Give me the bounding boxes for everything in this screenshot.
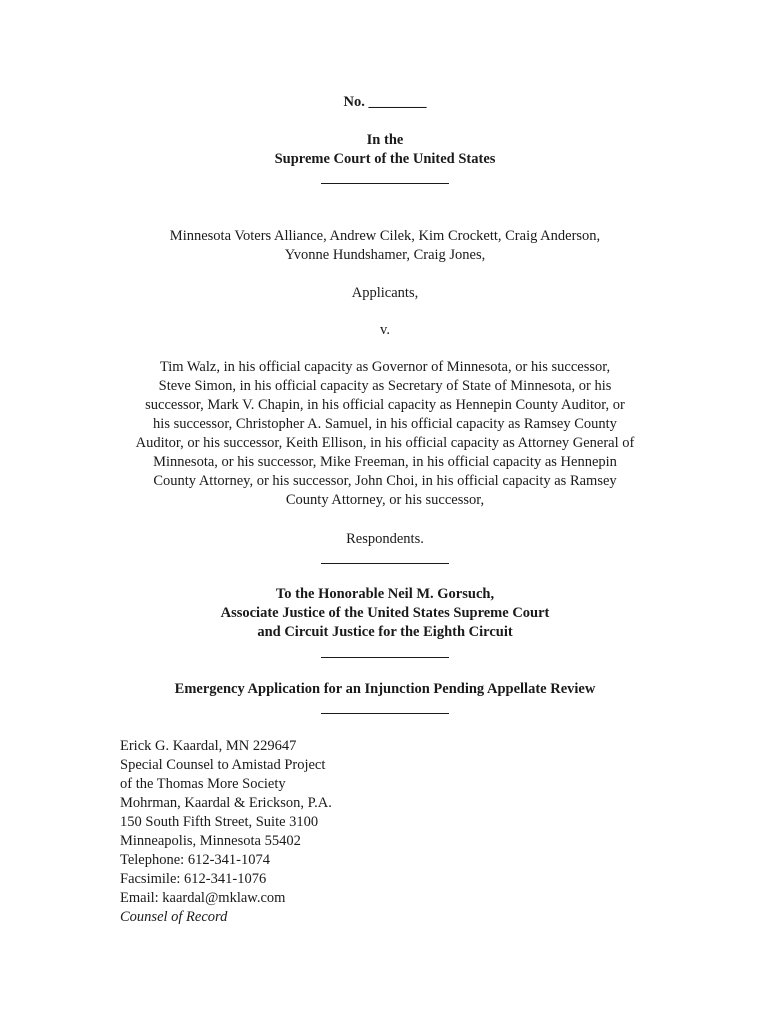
court-heading-line2: Supreme Court of the United States [274,151,496,167]
counsel-line: 150 South Fifth Street, Suite 3100 [120,814,319,830]
addressee-line1: To the Honorable Neil M. Gorsuch, [275,586,495,602]
addressee-line2: Associate Justice of the United States Supreme Court [220,605,550,621]
respondents-line: County Attorney, or his successor, John Choi, in his official capacity as Ramsey [153,473,617,489]
application-title: Emergency Application for an Injunction Pending Appellate Review [174,681,596,697]
respondents-line: successor, Mark V. Chapin, in his official capacity as Hennepin County Auditor, or [145,397,625,413]
counsel-line: Telephone: 612-341-1074 [120,852,270,868]
docket-number: No. ________ [343,94,427,110]
counsel-block [120,737,332,927]
divider-rule [321,563,449,564]
respondents-line: County Attorney, or his successor, [285,492,485,508]
counsel-line: of the Thomas More Society [120,776,286,792]
divider-rule [321,713,449,714]
counsel-line: Erick G. Kaardal, MN 229647 [120,738,297,754]
respondents-label: Respondents. [346,531,424,547]
applicants-names-line2: Yvonne Hundshamer, Craig Jones, [284,247,486,263]
applicants-names-line1: Minnesota Voters Alliance, Andrew Cilek, Kim Crockett, Craig Anderson, [169,228,601,244]
counsel-role: Counsel of Record [120,909,228,925]
counsel-email: Email: kaardal@mklaw.com [120,890,286,906]
respondents-line: Tim Walz, in his official capacity as Governor of Minnesota, or his successor, [159,359,611,375]
respondents-line: Minnesota, or his successor, Mike Freeman, in his official capacity as Hennepin [153,454,617,470]
versus-label: v. [380,322,390,338]
counsel-line: Minneapolis, Minnesota 55402 [120,833,301,849]
respondents-line: Auditor, or his successor, Keith Ellison, in his official capacity as Attorney General of [135,435,635,451]
applicants-label: Applicants, [351,285,419,301]
divider-rule [321,657,449,658]
divider-rule [321,183,449,184]
counsel-line: Special Counsel to Amistad Project [120,757,326,773]
addressee-line3: and Circuit Justice for the Eighth Circuit [257,624,513,640]
counsel-line: Mohrman, Kaardal & Erickson, P.A. [120,795,332,811]
respondents-line: his successor, Christopher A. Samuel, in his official capacity as Ramsey County [153,416,617,432]
counsel-line: Facsimile: 612-341-1076 [120,871,267,887]
court-heading-line1: In the [366,132,404,148]
respondents-line: Steve Simon, in his official capacity as Secretary of State of Minnesota, or his [158,378,612,394]
